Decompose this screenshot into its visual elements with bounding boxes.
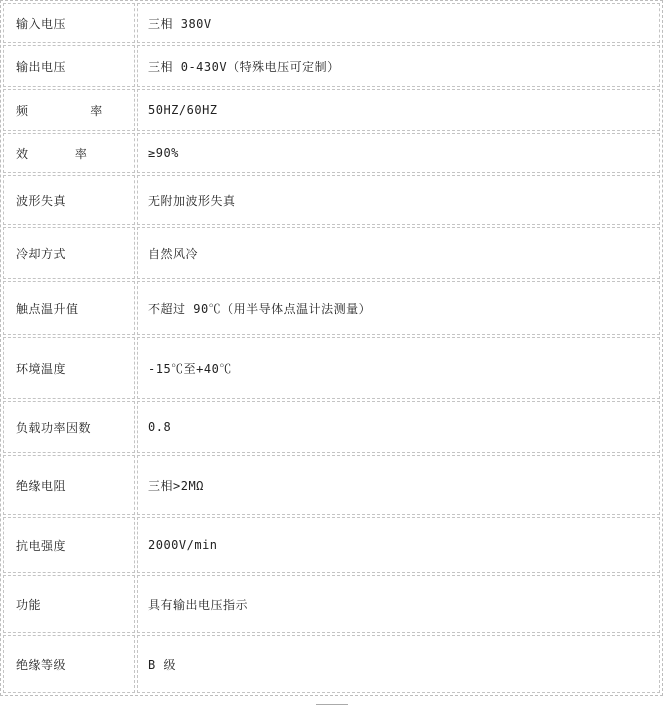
row-value-dielectric-strength: 2000V/min <box>137 517 660 573</box>
table-row <box>3 281 660 335</box>
row-label-ambient-temperature: 环境温度 <box>3 337 135 399</box>
row-value-function: 具有输出电压指示 <box>137 575 660 633</box>
table-row <box>3 133 660 173</box>
page-bottom-divider <box>316 704 348 706</box>
row-label-efficiency: 效 率 <box>3 133 135 173</box>
row-label-frequency: 频 率 <box>3 89 135 131</box>
table-row <box>3 575 660 633</box>
row-value-efficiency: ≥90% <box>137 133 660 173</box>
row-value-output-voltage: 三相 0-430V（特殊电压可定制） <box>137 45 660 87</box>
table-row <box>3 3 660 43</box>
table-row <box>3 455 660 515</box>
row-label-waveform-distortion: 波形失真 <box>3 175 135 225</box>
row-value-load-power-factor: 0.8 <box>137 401 660 453</box>
row-label-insulation-resistance: 绝缘电阻 <box>3 455 135 515</box>
table-row <box>3 337 660 399</box>
row-value-insulation-resistance: 三相>2MΩ <box>137 455 660 515</box>
table-row <box>3 89 660 131</box>
table-row <box>3 401 660 453</box>
table-row <box>3 45 660 87</box>
row-value-ambient-temperature: -15℃至+40℃ <box>137 337 660 399</box>
table-row <box>3 635 660 693</box>
row-label-output-voltage: 输出电压 <box>3 45 135 87</box>
row-label-contact-temperature-rise: 触点温升值 <box>3 281 135 335</box>
row-label-function: 功能 <box>3 575 135 633</box>
row-label-input-voltage: 输入电压 <box>3 3 135 43</box>
table-row <box>3 227 660 279</box>
row-value-frequency: 50HZ/60HZ <box>137 89 660 131</box>
row-value-contact-temperature-rise: 不超过 90℃（用半导体点温计法测量） <box>137 281 660 335</box>
row-value-insulation-class: B 级 <box>137 635 660 693</box>
table-row <box>3 175 660 225</box>
row-value-input-voltage: 三相 380V <box>137 3 660 43</box>
table-row <box>3 517 660 573</box>
row-label-cooling-method: 冷却方式 <box>3 227 135 279</box>
row-label-dielectric-strength: 抗电强度 <box>3 517 135 573</box>
row-label-load-power-factor: 负载功率因数 <box>3 401 135 453</box>
row-label-insulation-class: 绝缘等级 <box>3 635 135 693</box>
row-value-waveform-distortion: 无附加波形失真 <box>137 175 660 225</box>
row-value-cooling-method: 自然风冷 <box>137 227 660 279</box>
